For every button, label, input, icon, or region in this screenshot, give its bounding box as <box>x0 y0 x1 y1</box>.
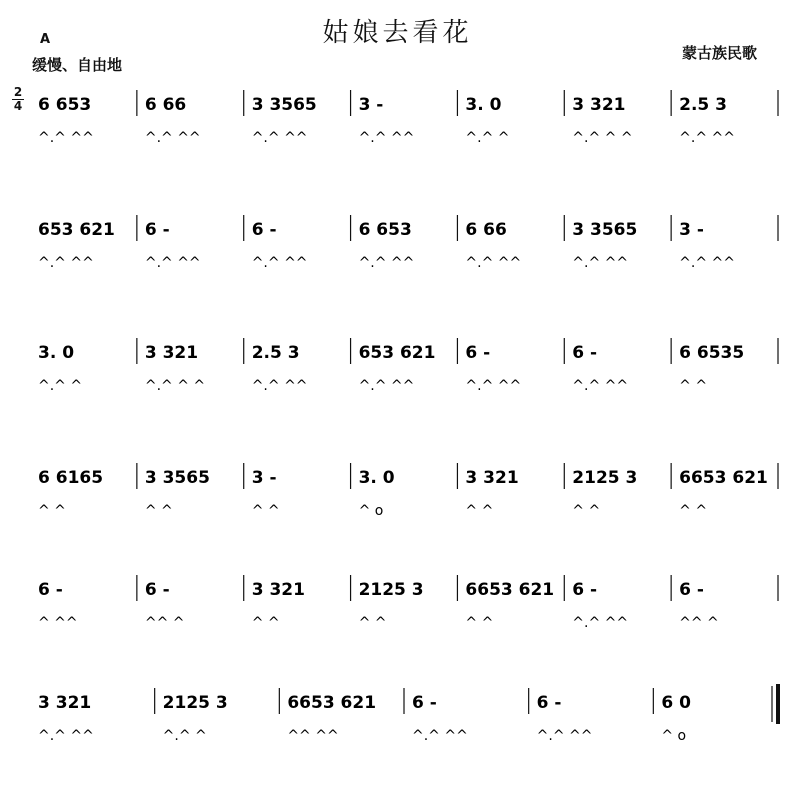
measure-notes: 2125 3 <box>572 468 638 488</box>
measure-accompaniment: ^.^ ^ ^ <box>572 130 633 146</box>
measure-notes: 6653 621 <box>287 693 377 713</box>
measure-accompaniment: ^.^ ^^ <box>536 728 593 744</box>
measure-notes: 2125 3 <box>358 580 424 600</box>
measure-notes: 6 653 <box>38 95 92 115</box>
score-title: 姑娘去看花 <box>322 18 473 48</box>
measure-accompaniment: ^^ ^^ <box>287 728 339 744</box>
measure-accompaniment: ^^ ^ <box>144 615 185 631</box>
measure-notes: 6653 621 <box>679 468 768 488</box>
measure-accompaniment: ^.^ ^^ <box>572 255 629 271</box>
measure-notes: 2125 3 <box>162 693 228 713</box>
measure-notes: 6 - <box>144 220 170 240</box>
measure-notes: 3 - <box>251 468 277 488</box>
measure-notes: 6 - <box>536 693 562 713</box>
measure-notes: 2.5 3 <box>679 95 728 115</box>
source-attribution: 蒙古族民歌 <box>681 44 757 62</box>
measure-notes: 6 - <box>38 580 63 600</box>
measure-notes: 3 3565 <box>572 220 638 240</box>
measure-accompaniment: ^.^ ^^ <box>679 130 735 146</box>
measure-accompaniment: ^ ^ <box>358 615 387 631</box>
measure-notes: 6 - <box>465 343 491 363</box>
measure-notes: 6 0 <box>661 693 691 713</box>
measure-notes: 3 - <box>358 95 384 115</box>
measure-accompaniment: ^ ^ <box>251 615 280 631</box>
measure-notes: 6653 621 <box>465 580 555 600</box>
measure-accompaniment: ^.^ ^^ <box>465 255 522 271</box>
measure-notes: 6 6535 <box>679 343 745 363</box>
time-signature-top: 2 <box>13 85 23 99</box>
measure-accompaniment: ^ ^ <box>144 503 173 519</box>
measure-accompaniment: ^.^ ^^ <box>144 255 201 271</box>
measure-notes: 3. 0 <box>358 468 395 488</box>
measure-notes: 6 - <box>144 580 170 600</box>
measure-notes: 3 - <box>679 220 704 240</box>
measure-accompaniment: ^.^ ^^ <box>251 255 308 271</box>
measure-notes: 653 621 <box>38 220 115 240</box>
measure-notes: 6 66 <box>144 95 187 115</box>
measure-notes: 3. 0 <box>465 95 502 115</box>
measure-accompaniment: ^ ^ <box>572 503 601 519</box>
measure-accompaniment: ^.^ ^^ <box>251 378 308 394</box>
measure-notes: 2.5 3 <box>251 343 300 363</box>
measure-accompaniment: ^.^ ^^ <box>358 130 415 146</box>
measure-accompaniment: ^.^ ^^ <box>572 378 629 394</box>
measure-notes: 6 - <box>572 343 598 363</box>
measure-notes: 6 - <box>572 580 598 600</box>
measure-accompaniment: ^.^ ^^ <box>572 615 629 631</box>
measure-accompaniment: ^ ^ <box>251 503 280 519</box>
measure-notes: 6 66 <box>465 220 507 240</box>
measure-accompaniment: ^.^ ^^ <box>358 378 415 394</box>
measure-accompaniment: ^ o <box>661 728 687 744</box>
measure-notes: 6 - <box>251 220 277 240</box>
measure-accompaniment: ^.^ ^ <box>465 130 510 146</box>
measure-accompaniment: ^^ ^ <box>679 615 719 631</box>
measure-notes: 3. 0 <box>38 343 75 363</box>
measure-notes: 3 321 <box>144 343 199 363</box>
measure-accompaniment: ^ ^ <box>679 378 708 394</box>
measure-accompaniment: ^.^ ^^ <box>144 130 201 146</box>
measure-notes: 3 321 <box>251 580 305 600</box>
measure-notes: 3 3565 <box>144 468 210 488</box>
measure-accompaniment: ^.^ ^ ^ <box>144 378 206 394</box>
tempo-marking: 缓慢、自由地 <box>32 56 123 74</box>
measure-accompaniment: ^.^ ^^ <box>38 130 94 146</box>
measure-accompaniment: ^ o <box>358 503 384 519</box>
measure-notes: 3 321 <box>465 468 519 488</box>
measure-accompaniment: ^.^ ^^ <box>465 378 522 394</box>
measure-accompaniment: ^ ^^ <box>38 615 78 631</box>
measure-accompaniment: ^.^ ^ <box>38 378 83 394</box>
measure-notes: 3 3565 <box>251 95 317 115</box>
time-signature-bottom: 4 <box>13 99 23 113</box>
measure-notes: 3 321 <box>572 95 626 115</box>
measure-accompaniment: ^.^ ^^ <box>358 255 415 271</box>
measure-accompaniment: ^.^ ^^ <box>38 728 94 744</box>
measure-accompaniment: ^ ^ <box>465 615 494 631</box>
measure-notes: 6 653 <box>358 220 412 240</box>
measure-notes: 653 621 <box>358 343 436 363</box>
measure-accompaniment: ^.^ ^^ <box>412 728 468 744</box>
measure-notes: 3 321 <box>38 693 92 713</box>
measure-notes: 6 - <box>679 580 704 600</box>
measure-accompaniment: ^ ^ <box>465 503 494 519</box>
measure-accompaniment: ^.^ ^^ <box>679 255 735 271</box>
measure-notes: 6 - <box>412 693 437 713</box>
measure-accompaniment: ^.^ ^^ <box>38 255 94 271</box>
measure-accompaniment: ^ ^ <box>679 503 708 519</box>
measure-accompaniment: ^.^ ^^ <box>251 130 308 146</box>
measure-notes: 6 6165 <box>38 468 104 488</box>
section-mark: A <box>40 32 51 47</box>
measure-accompaniment: ^ ^ <box>38 503 66 519</box>
measure-accompaniment: ^.^ ^ <box>162 728 207 744</box>
